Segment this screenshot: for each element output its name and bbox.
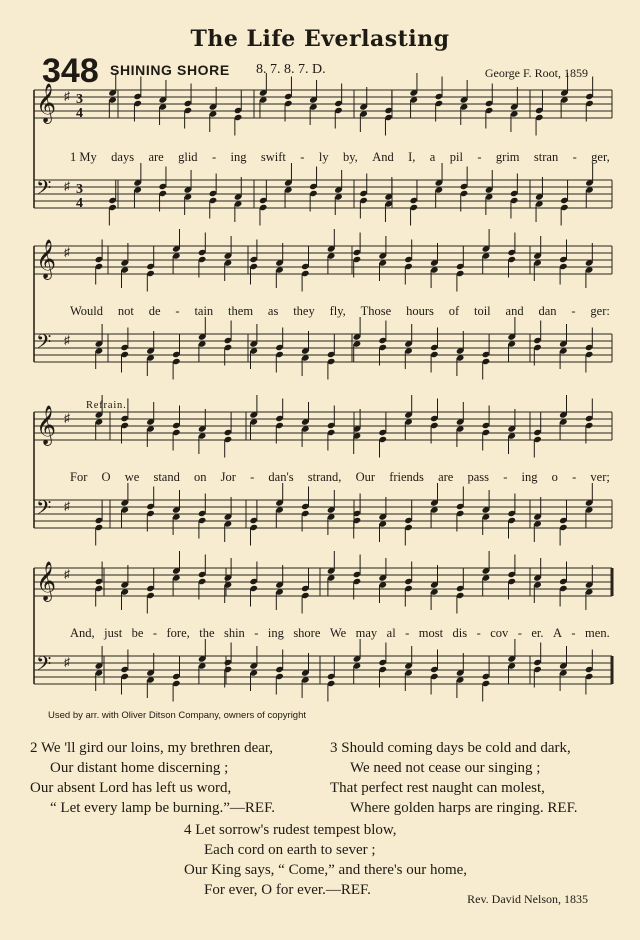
key-signature-icon: ♯ [64,245,70,259]
lyric-syllable: - [250,470,255,484]
lyric-syllable: toil [473,304,491,318]
lyric-syllable: Jor [220,470,236,484]
lyric-syllable: - [254,626,259,640]
lyric-syllable: ing [230,150,247,164]
lyric-syllable: We [329,626,347,640]
lyric-syllable: not [117,304,134,318]
bass-clef-icon: 𝄢 [36,496,52,524]
lyric-syllable: men. [585,626,610,640]
lyric-syllable: stran [533,150,559,164]
lyric-syllable: - [571,304,576,318]
verse-line: For ever, O for ever.—REF. [204,882,371,898]
lyric-syllable: on [194,470,207,484]
verse-line: We need not cease our singing ; [350,760,541,776]
verse-line: Our absent Lord has left us word, [30,780,232,796]
lyric-syllable: they [293,304,315,318]
tune-name: SHINING SHORE [110,62,230,78]
treble-clef-icon: 𝄞 [36,83,57,123]
lyric-line-4 [70,626,610,641]
lyric-syllable: just [104,626,123,640]
bass-clef-icon: 𝄢 [36,176,52,204]
verse-3 [330,738,577,818]
lyric-syllable: Those [360,304,392,318]
lyric-syllable: er. [531,626,544,640]
lyric-syllable: I, [408,150,416,164]
lyric-syllable: - [152,626,158,640]
verse-line: That perfect rest naught can molest, [330,780,545,796]
meter: 8. 7. 8. 7. D. [256,62,326,77]
lyric-syllable: - [572,150,577,164]
lyric-syllable: O [101,470,111,484]
lyric-syllable: A [552,626,562,640]
lyric-syllable: Would [70,304,104,318]
composer-credit: George F. Root, 1859 [484,66,588,80]
lyric-syllable: dan's [268,470,294,484]
key-signature-icon: ♯ [64,333,70,347]
lyric-syllable: - [477,150,482,164]
verse-2 [30,738,275,818]
lyric-syllable: pass [467,470,490,484]
lyric-syllable: days [111,150,135,164]
lyric-syllable: friends [389,470,424,484]
treble-clef-icon: 𝄞 [36,561,57,601]
lyric-syllable: - [517,626,522,640]
treble-clef-icon: 𝄞 [36,239,57,279]
lyric-syllable: - [572,470,577,484]
lyric-syllable: cov [490,626,509,640]
lyric-syllable: as [267,304,279,318]
copyright-notice: Used by arr. with Oliver Ditson Company, owners of copyright [48,710,307,721]
lyric-syllable: shin [223,626,245,640]
key-signature-icon: ♯ [64,567,70,581]
lyric-syllable: ing [521,470,538,484]
lyric-line-2 [70,304,610,319]
lyric-syllable: grim [495,150,520,164]
lyric-syllable: ly [318,150,329,164]
verse-4 [184,820,467,900]
lyric-syllable: al [386,626,396,640]
author-credit: Rev. David Nelson, 1835 [467,892,588,906]
lyric-syllable: - [300,150,305,164]
lyric-syllable: we [124,470,140,484]
lyric-syllable: For [70,470,88,484]
verse-line: 2 We 'll gird our loins, my brethren dear, [30,740,274,756]
time-signature-top: 3 [76,92,83,107]
lyric-syllable: be [131,626,144,640]
lyric-syllable: are [148,150,164,164]
verse-line: 4 Let sorrow's rudest tempest blow, [184,822,397,838]
key-signature-icon: ♯ [64,179,70,193]
lyric-syllable: dis [452,626,468,640]
time-signature-bottom: 4 [76,196,83,211]
lyric-syllable: hours [406,304,434,318]
lyric-syllable: And [372,150,394,164]
lyric-syllable: ver; [590,470,610,484]
lyric-syllable: stand [153,470,180,484]
lyric-syllable: 1 My [70,150,97,164]
lyric-syllable: may [355,626,378,640]
lyric-syllable: - [503,470,508,484]
lyric-syllable: fore, [166,626,190,640]
verse-line: Our King says, “ Come,” and there's our home, [184,862,468,878]
lyric-syllable: strand, [307,470,342,484]
lyric-syllable: the [199,626,215,640]
lyric-line-1 [70,150,610,165]
refrain-label: Refrain. [86,400,127,411]
treble-clef-icon: 𝄞 [36,405,57,445]
lyric-syllable: ger: [590,304,610,318]
lyric-syllable: And, [70,626,95,640]
lyric-syllable: - [211,150,217,164]
lyric-syllable: fly, [329,304,346,318]
verse-line: “ Let every lamp be burning.”—REF. [50,800,275,816]
lyric-syllable: by, [342,150,358,164]
section-title: The Life Everlasting [190,26,450,52]
lyric-syllable: - [571,626,576,640]
lyric-syllable: are [438,470,454,484]
verse-line: Where golden harps are ringing. REF. [350,800,578,816]
key-signature-icon: ♯ [64,89,70,103]
lyric-syllable: most [418,626,444,640]
lyric-line-3 [70,470,610,485]
bass-clef-icon: 𝄢 [36,652,52,680]
lyric-syllable: o [551,470,558,484]
lyric-syllable: ing [267,626,284,640]
key-signature-icon: ♯ [64,655,70,669]
lyric-syllable: swift [260,150,286,164]
verse-line: Each cord on earth to sever ; [204,842,376,858]
lyric-syllable: tain [194,304,214,318]
time-signature-top: 3 [76,182,83,197]
verse-line: 3 Should coming days be cold and dark, [330,740,571,756]
lyric-syllable: and [505,304,524,318]
lyric-syllable: - [476,626,481,640]
lyric-syllable: of [448,304,460,318]
lyric-syllable: shore [293,626,321,640]
lyric-syllable: Our [355,470,376,484]
lyric-syllable: pil [449,150,463,164]
lyric-syllable: them [228,304,254,318]
lyric-syllable: - [175,304,180,318]
time-signature-bottom: 4 [76,106,83,121]
hymn-number: 348 [42,52,99,90]
lyric-syllable: - [405,626,410,640]
lyric-syllable: a [429,150,436,164]
lyric-syllable: glid [178,150,198,164]
lyric-syllable: de [148,304,161,318]
lyric-syllable: dan [538,304,557,318]
lyric-syllable: ger, [591,150,610,164]
key-signature-icon: ♯ [64,499,70,513]
bass-clef-icon: 𝄢 [36,330,52,358]
key-signature-icon: ♯ [64,411,70,425]
verse-line: Our distant home discerning ; [50,760,229,776]
